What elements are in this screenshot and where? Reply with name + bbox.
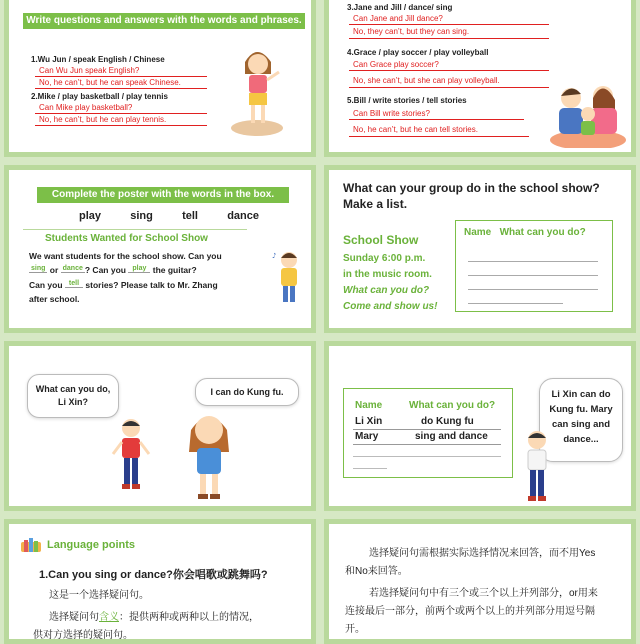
- q2b-text: the guitar?: [152, 265, 197, 275]
- singing-girl-illustration: [271, 248, 307, 310]
- row-2-do: sing and dance: [415, 431, 488, 442]
- col-name-header: Name: [355, 400, 383, 411]
- word-play: play: [79, 210, 102, 222]
- lightbulb-icon: [21, 538, 41, 554]
- slide-4: [324, 165, 636, 333]
- family-illustration: [547, 78, 629, 148]
- row-1-do: do Kung fu: [421, 416, 474, 427]
- fill-play: play: [128, 265, 150, 273]
- s8-p1a: 选择疑问句需根据实际选择情况来回答，而不用Yes: [369, 548, 596, 559]
- slide-8: [324, 519, 636, 644]
- slide-1: [4, 0, 316, 157]
- poster-line-2: [29, 265, 197, 275]
- word-tell: tell: [182, 210, 198, 222]
- bubble-line-2: Kung fu. Mary: [549, 404, 613, 415]
- poster-line-1: We want students for the school show. Can you: [29, 251, 222, 261]
- fill-dance: dance: [62, 265, 83, 272]
- boy-illustration-2: [519, 428, 555, 510]
- slide4-heading-2: Make a list.: [343, 197, 408, 211]
- speech-bubble-left: [27, 374, 119, 418]
- bubble-line-1: Li Xin can do: [551, 389, 611, 400]
- lp-line-3a: 选择疑问句: [49, 612, 99, 623]
- lp-line-3b: 含义: [99, 612, 119, 623]
- word-dance: dance: [227, 210, 259, 222]
- lp-line-3c: ：提供两种或两种以上的情况，: [119, 612, 259, 623]
- s8-p2b: 连接最后一部分，前两个或两个以上的并列部分用逗号隔: [345, 606, 595, 617]
- bubble-line-3: can sing and: [551, 419, 611, 430]
- s8-p1b: 和No来回答。: [345, 566, 408, 577]
- question-5: Can Bill write stories?: [353, 109, 430, 118]
- slide-6: [324, 341, 636, 511]
- slide-3: [4, 165, 316, 333]
- s8-p2c: 开。: [345, 624, 365, 635]
- bubble-left-line-2: Li Xin?: [58, 397, 88, 407]
- answer-2: No, he can’t, but he can play tennis.: [39, 115, 167, 124]
- answer-5: No, he can’t, but he can tell stories.: [353, 125, 478, 134]
- poster-title: Students Wanted for School Show: [45, 233, 208, 244]
- lp-item-1: 1.Can you sing or dance?你会唱歌或跳舞吗?: [39, 569, 268, 581]
- show-place: in the music room.: [343, 269, 432, 280]
- prompt-2: 2.Mike / play basketball / play tennis: [31, 92, 168, 101]
- slide3-banner: Complete the poster with the words in the box.: [37, 187, 289, 203]
- lp-line-4: 供对方选择的疑问句。: [33, 630, 133, 641]
- word-sing: sing: [130, 210, 153, 222]
- row-1-name: Li Xin: [355, 416, 383, 427]
- l3b-text: stories? Please talk to Mr. Zhang: [85, 280, 218, 290]
- question-3: Can Jane and Jill dance?: [353, 14, 443, 23]
- fill-tell: tell: [65, 280, 83, 288]
- show-time: Sunday 6:00 p.m.: [343, 253, 426, 264]
- question-1: Can Wu Jun speak English?: [39, 66, 140, 75]
- list-box: [455, 220, 613, 312]
- slide-5: [4, 341, 316, 511]
- poster-line-3: [29, 280, 218, 290]
- lp-line-2: 这是一个选择疑问句。: [49, 590, 149, 601]
- row-2-name: Mary: [355, 431, 379, 442]
- or-text: or: [49, 265, 59, 275]
- question-4: Can Grace play soccer?: [353, 60, 439, 69]
- prompt-3: 3.Jane and Jill / dance/ sing: [347, 3, 453, 12]
- fill-sing: sing: [31, 265, 46, 272]
- speech-bubble-right: I can do Kung fu.: [195, 378, 299, 406]
- answer-3: No, they can’t, but they can sing.: [353, 27, 470, 36]
- word-box: [79, 210, 259, 222]
- lp-line-3: [49, 610, 259, 626]
- q2a-text: ? Can you: [84, 265, 126, 275]
- slide4-heading-1: What can your group do in the school show?: [343, 181, 600, 195]
- bubble-line-4: dance...: [563, 434, 599, 445]
- col-do-header: What can you do?: [409, 400, 496, 411]
- slide-2: [324, 0, 636, 157]
- svg-text:♪: ♪: [272, 252, 277, 260]
- slide-7: [4, 519, 316, 644]
- show-title: School Show: [343, 233, 419, 247]
- prompt-5: 5.Bill / write stories / tell stories: [347, 96, 467, 105]
- boy-illustration: [111, 416, 151, 501]
- l3a-text: Can you: [29, 280, 63, 290]
- language-points-title: Language points: [47, 539, 135, 551]
- answer-4: No, she can’t, but she can play volleyball.: [353, 76, 500, 85]
- bubble-left-line-1: What can you do,: [35, 384, 111, 394]
- poster-line-4: after school.: [29, 294, 80, 304]
- question-2: Can Mike play basketball?: [39, 103, 133, 112]
- slide1-banner: Write questions and answers with the words and phrases.: [23, 13, 305, 29]
- s8-p2a: 若选择疑问句中有三个或三个以上并列部分，or用来: [369, 588, 598, 599]
- prompt-4: 4.Grace / play soccer / play volleyball: [347, 48, 489, 57]
- answer-1: No, he can’t, but he can speak Chinese.: [39, 78, 181, 87]
- show-invite: Come and show us!: [343, 301, 438, 312]
- list-box-header: Name What can you do?: [464, 227, 586, 238]
- prompt-1: 1.Wu Jun / speak English / Chinese: [31, 55, 165, 64]
- girl-illustration: [227, 40, 287, 140]
- show-ask: What can you do?: [343, 285, 430, 296]
- girl-illustration-2: [183, 408, 235, 504]
